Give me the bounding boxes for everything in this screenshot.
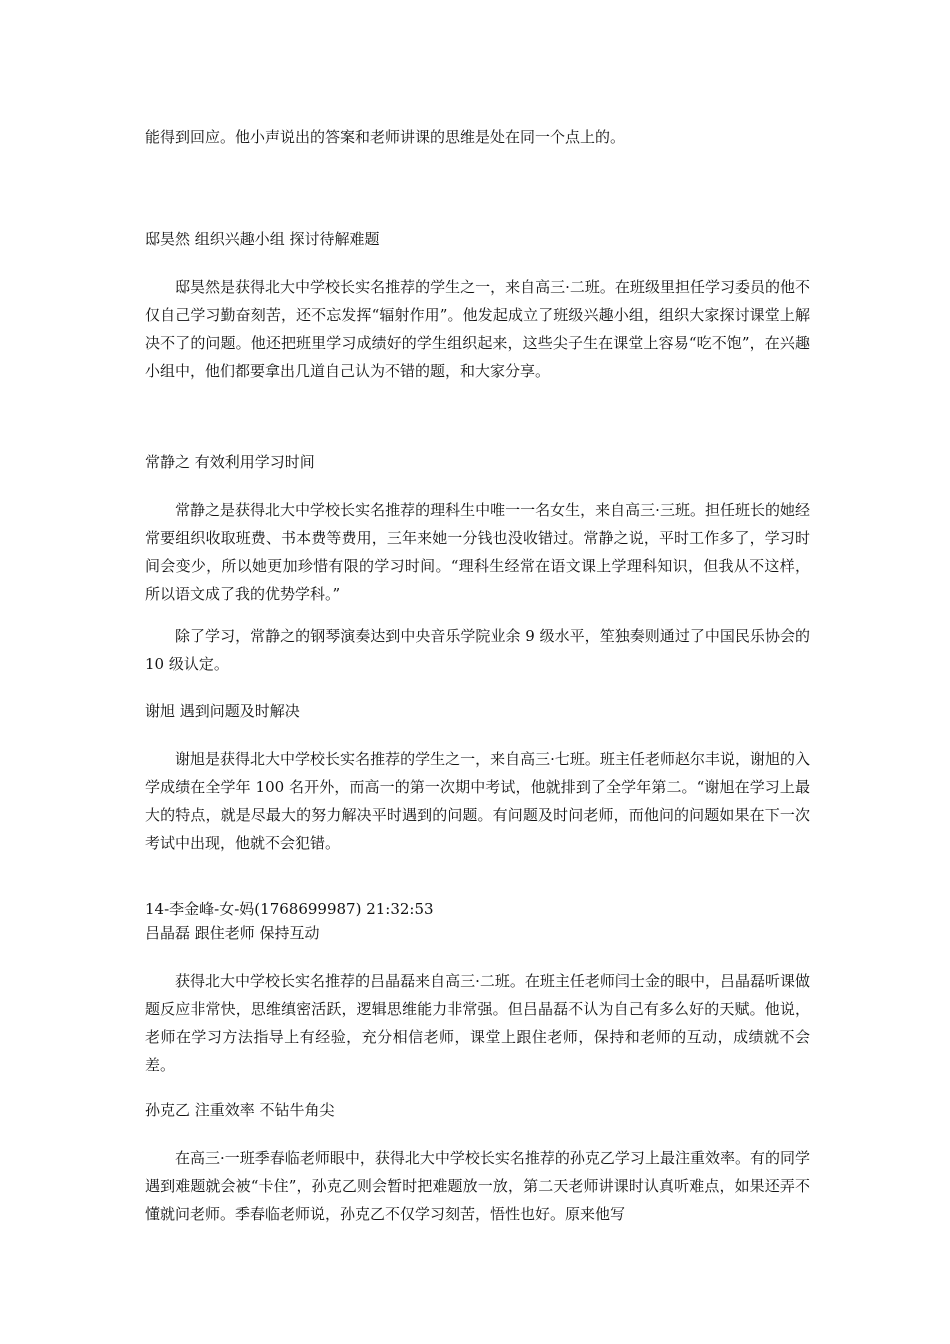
- section-heading-sun-keyi: 孙克乙 注重效率 不钻牛角尖: [145, 1101, 335, 1119]
- section-paragraph: 除了学习，常静之的钢琴演奏达到中央音乐学院业余 9 级水平，笙独奏则通过了中国民乐协会的 10 级认定。: [145, 627, 810, 673]
- section-paragraph: 在高三·一班季春临老师眼中，获得北大中学校长实名推荐的孙克乙学习上最注重效率。有的同学遇到难题就会被“卡住”，孙克乙则会暂时把难题放一放，第二天老师讲课时认真听难点，如果还弄不懂就问老师。季春临老师说，孙克乙不仅学习刻苦，悟性也好。原来他写: [145, 1149, 810, 1223]
- section-heading-xie-xu: 谢旭 遇到问题及时解决: [145, 702, 300, 720]
- section-heading-chang-jingzhi: 常静之 有效利用学习时间: [145, 453, 315, 471]
- section-paragraph: 获得北大中学校长实名推荐的吕晶磊来自高三·二班。在班主任老师闫士金的眼中，吕晶磊听课做题反应非常快，思维缜密活跃，逻辑思维能力非常强。但吕晶磊不认为自己有多么好的天赋。他说，老师在学习方法指导上有经验，充分相信老师，课堂上跟住老师，保持和老师的互动，成绩就不会差。: [145, 972, 810, 1074]
- section-paragraph: 谢旭是获得北大中学校长实名推荐的学生之一，来自高三·七班。班主任老师赵尔丰说，谢旭的入学成绩在全学年 100 名开外，而高一的第一次期中考试，他就排到了全学年第二。“谢旭在学习上最大的特点，就是尽最大的努力解决平时遇到的问题。有问题及时问老师，而他问的问题如果在下一次考试中出现，他就不会犯错。: [145, 750, 810, 852]
- section-paragraph: 常静之是获得北大中学校长实名推荐的理科生中唯一一名女生，来自高三·三班。担任班长的她经常要组织收取班费、书本费等费用，三年来她一分钱也没收错过。常静之说，平时工作多了，学习时间会变少，所以她更加珍惜有限的学习时间。“理科生经常在语文课上学理科知识，但我从不这样，所以语文成了我的优势学科。”: [145, 501, 810, 603]
- opening-line: 能得到回应。他小声说出的答案和老师讲课的思维是处在同一个点上的。: [145, 128, 626, 146]
- section-paragraph: 邸昊然是获得北大中学校长实名推荐的学生之一，来自高三·二班。在班级里担任学习委员的他不仅自己学习勤奋刻苦，还不忘发挥“辐射作用”。他发起成立了班级兴趣小组，组织大家探讨课堂上解决不了的问题。他还把班里学习成绩好的学生组织起来，这些尖子生在课堂上容易“吃不饱”，在兴趣小组中，他们都要拿出几道自己认为不错的题，和大家分享。: [145, 278, 810, 380]
- chat-timestamp-line: 14-李金峰-女-妈(1768699987) 21:32:53: [145, 900, 434, 918]
- section-heading-lv-jinglei: 吕晶磊 跟住老师 保持互动: [145, 924, 320, 942]
- section-heading-di-haoran: 邸昊然 组织兴趣小组 探讨待解难题: [145, 230, 380, 248]
